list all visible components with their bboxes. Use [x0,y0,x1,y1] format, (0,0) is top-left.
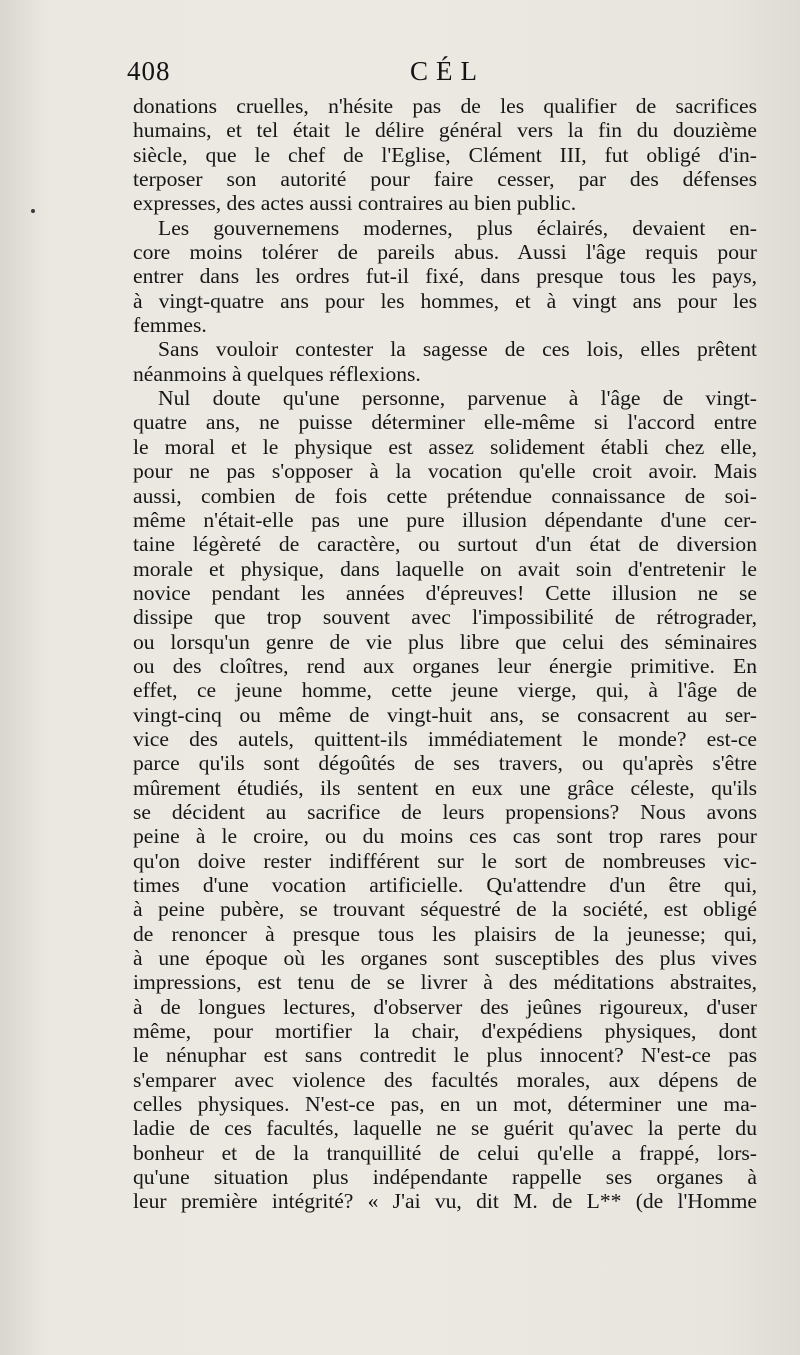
text-line: core moins tolérer de pareils abus. Aussi l'âge requis pour [133,240,757,265]
text-line: peine à le croire, ou du moins ces cas sont trop rares pour [133,824,757,849]
text-line: aussi, combien de fois cette prétendue connaissance de soi- [133,483,757,508]
text-line: donations cruelles, n'hésite pas de les qualifier de sacrifices [133,94,757,118]
text-line: humains, et tel était le délire général vers la fin du douzième [133,118,757,143]
text-line: entrer dans les ordres fut-il fixé, dans presque tous les pays, [133,264,757,289]
text-line: néanmoins à quelques réflexions. [133,361,421,386]
text-line: Nul doute qu'une personne, parvenue à l'âge de vingt- [158,386,757,411]
text-line: pour ne pas s'opposer à la vocation qu'elle croit avoir. Mais [133,459,757,484]
text-line: times d'une vocation artificielle. Qu'attendre d'un être qui, [133,873,757,897]
text-line: ou des cloîtres, rend aux organes leur énergie primitive. En [133,653,757,678]
text-line: leur première intégrité? « J'ai vu, dit M. de L** (de l'Homme [133,1189,757,1214]
text-line: de renoncer à presque tous les plaisirs de la jeunesse; qui, [133,921,757,946]
text-line: bonheur et de la tranquillité de celui qu'elle a frappé, lors- [133,1140,757,1165]
text-line: se décident au sacrifice de leurs propensions? Nous avons [133,799,757,824]
text-line: terposer son autorité pour faire cesser, par des défenses [133,167,757,192]
text-line: morale et physique, dans laquelle on avait soin d'entretenir le [133,556,757,581]
text-line: femmes. [133,313,207,338]
text-line: vice des autels, quittent-ils immédiatement le monde? est-ce [133,726,757,751]
text-line: dissipe que trop souvent avec l'impossibilité de rétrograder, [133,605,757,630]
text-line: ou lorsqu'un genre de vie plus libre que celui des séminaires [133,629,757,654]
running-head: CÉL [410,56,485,86]
page-header [127,56,757,92]
text-line: mûrement étudiés, ils sentent en eux une grâce céleste, qu'ils [133,775,757,800]
text-line: même n'était-elle pas une pure illusion dépendante d'une cer- [133,507,757,532]
text-line: effet, ce jeune homme, cette jeune vierge, qui, à l'âge de [133,678,757,703]
text-line: Les gouvernemens modernes, plus éclairés, devaient en- [158,215,757,240]
text-line: vingt-cinq ou même de vingt-huit ans, se consacrent au ser- [133,702,757,727]
text-line: s'emparer avec violence des facultés morales, aux dépens de [133,1067,757,1092]
text-line: qu'une situation plus indépendante rappelle ses organes à [133,1165,757,1190]
text-line: à peine pubère, se trouvant séquestré de la société, est obligé [133,897,757,922]
text-line: novice pendant les années d'épreuves! Cette illusion ne se [133,580,757,605]
text-line: qu'on doive rester indifférent sur le sort de nombreuses vic- [133,848,757,873]
body-text [133,94,757,1214]
text-line: celles physiques. N'est-ce pas, en un mot, déterminer une ma- [133,1092,757,1117]
text-line: expresses, des actes aussi contraires au bien public. [133,191,577,216]
text-line: Sans vouloir contester la sagesse de ces lois, elles prêtent [158,337,757,362]
text-line: à une époque où les organes sont susceptibles des plus vives [133,946,757,971]
text-line: siècle, que le chef de l'Eglise, Clément III, fut obligé d'in- [133,142,757,167]
ink-speck [31,209,35,213]
text-line: le nénuphar est sans contredit le plus innocent? N'est-ce pas [133,1043,757,1068]
text-line: ladie de ces facultés, laquelle ne se guérit qu'avec la perte du [133,1116,757,1141]
text-line: parce qu'ils sont dégoûtés de ses travers, ou qu'après s'être [133,751,757,776]
text-line: le moral et le physique est assez solidement établi chez elle, [133,434,757,459]
page-number: 408 [127,56,171,86]
text-line: taine légèreté de caractère, ou surtout d'un état de diversion [133,532,757,557]
text-line: à vingt-quatre ans pour les hommes, et à vingt ans pour les [133,288,757,313]
text-line: impressions, est tenu de se livrer à des méditations abstraites, [133,970,757,995]
text-line: quatre ans, ne puisse déterminer elle-même si l'accord entre [133,410,757,435]
text-line: à de longues lectures, d'observer des jeûnes rigoureux, d'user [133,994,757,1019]
text-line: même, pour mortifier la chair, d'expédiens physiques, dont [133,1019,757,1044]
